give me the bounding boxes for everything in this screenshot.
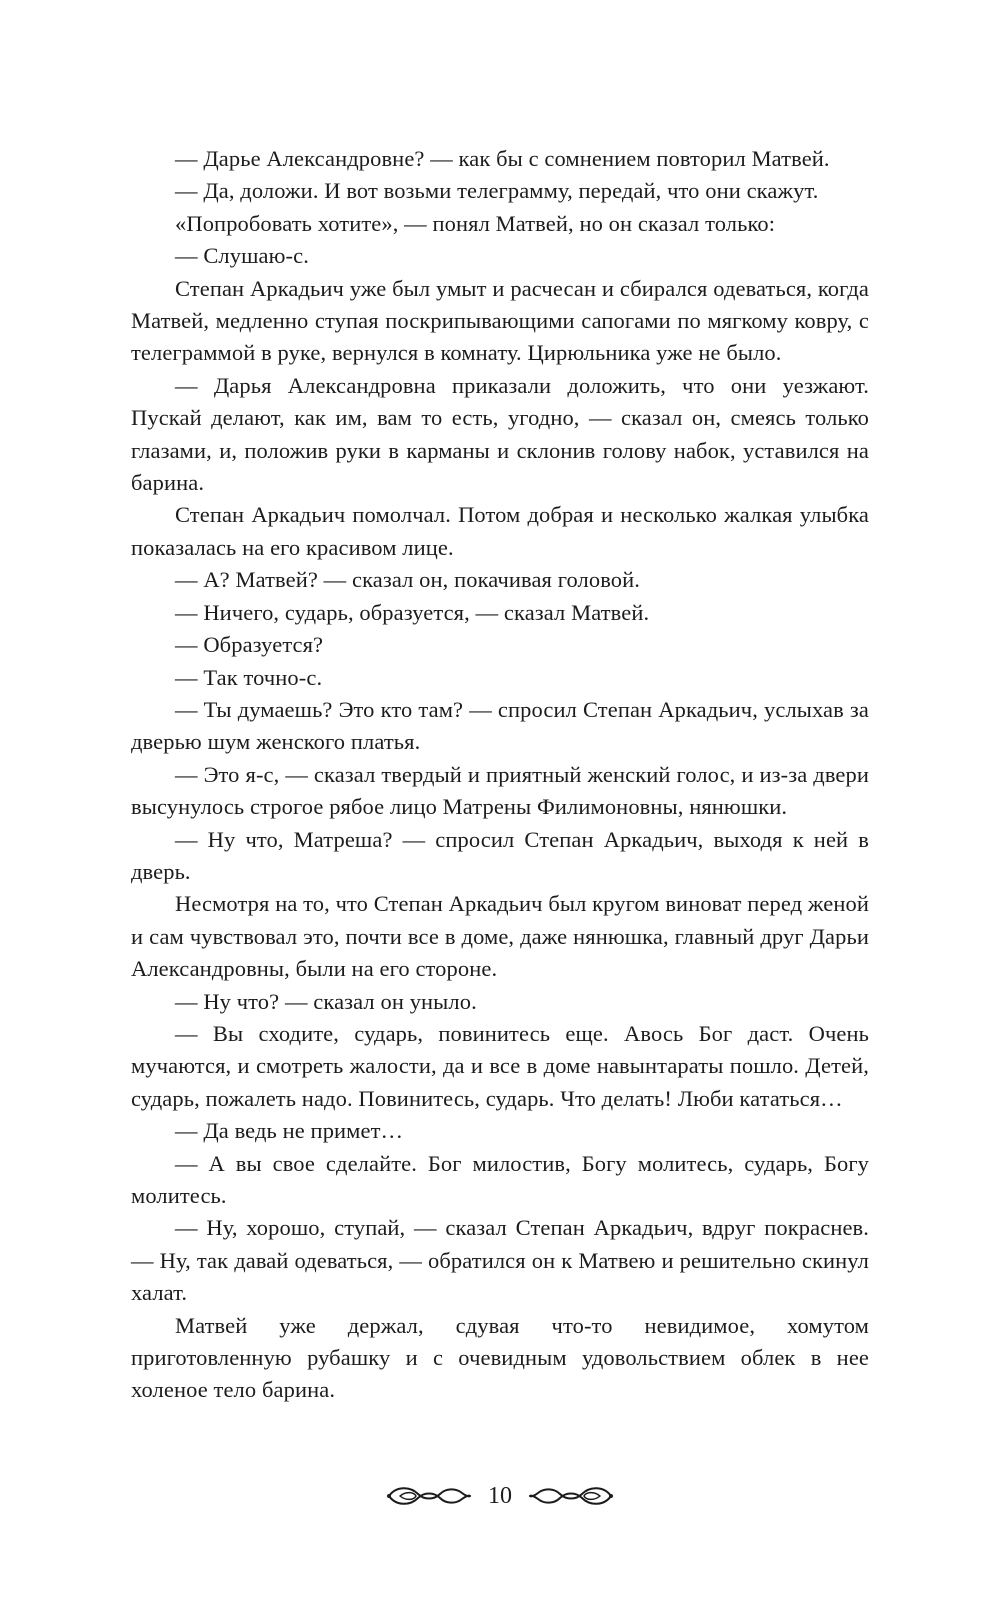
paragraph: Матвей уже держал, сдувая что-то невидимое, хомутом приготовленную рубашку и с очевидным удовольствием облек в нее холеное тело барина. [131,1312,869,1403]
paragraph: — Это я-с, — сказал твердый и приятный женский голос, и из-за двери высунулось строгое рябое лицо Матрены Филимоновны, нянюшки. [131,761,869,820]
paragraph: — Образуется? [175,632,324,658]
paragraph: — Дарье Александровне? — как бы с сомнением повторил Матвей. [175,146,830,171]
paragraph: — Так точно-с. [175,664,323,690]
paragraph: — А вы свое сделайте. Бог милостив, Богу молитесь, сударь, Богу молитесь. [131,1150,869,1208]
flourish-ornament-icon [386,1483,472,1509]
paragraph: — Ничего, сударь, образуется, — сказал Матвей. [175,599,650,625]
flourish-ornament-icon [528,1483,614,1509]
paragraph: — Да ведь не примет… [175,1118,404,1144]
paragraph: — Вы сходите, сударь, повинитесь еще. Авось Бог даст. Очень мучаются, и смотреть жалости, да и все в доме навынтараты пошло. Детей, сударь, пожалеть надо. Повинитесь, сударь. Что делать! Люби кататься… [131,1020,869,1111]
paragraph: Степан Аркадьич помолчал. Потом добрая и несколько жалкая улыбка показалась на его красивом лице. [131,502,869,560]
paragraph: — Дарья Александровна приказали доложить, что они уезжают. Пускай делают, как им, вам то есть, угодно, — сказал он, смеясь только глазами, и, положив руки в карманы и склонив голову набок, уставился на барина. [131,372,869,496]
paragraph: — Ты думаешь? Это кто там? — спросил Степан Аркадьич, услыхав за дверью шум женского платья. [131,696,869,755]
page-footer [0,1476,1000,1516]
paragraph: — Ну что? — сказал он уныло. [175,988,477,1014]
paragraph: Несмотря на то, что Степан Аркадьич был кругом виноват перед женой и сам чувствовал это, почти все в доме, даже нянюшка, главный друг Дарьи Александровны, были на его стороне. [131,891,869,982]
paragraph: — Ну, хорошо, ступай, — сказал Степан Аркадьич, вдруг покраснев. — Ну, так давай одеваться, — обратился он к Матвею и решительно скинул халат. [131,1215,869,1306]
body-text [131,143,869,1407]
paragraph: — Да, доложи. И вот возьми телеграмму, передай, что они скажут. [175,178,819,204]
paragraph: «Попробовать хотите», — понял Матвей, но он сказал только: [175,210,776,236]
paragraph: — Ну что, Матреша? — спросил Степан Аркадьич, выходя к ней в дверь. [131,826,869,884]
paragraph: — А? Матвей? — сказал он, покачивая головой. [175,567,641,593]
page-number: 10 [488,1483,512,1509]
paragraph: — Слушаю-с. [175,243,309,269]
paragraph: Степан Аркадьич уже был умыт и расчесан и сбирался одеваться, когда Матвей, медленно ступая поскрипывающими сапогами по мягкому ковру, с телеграммой в руке, вернулся в комнату. Цирюльника уже не было. [131,275,869,366]
